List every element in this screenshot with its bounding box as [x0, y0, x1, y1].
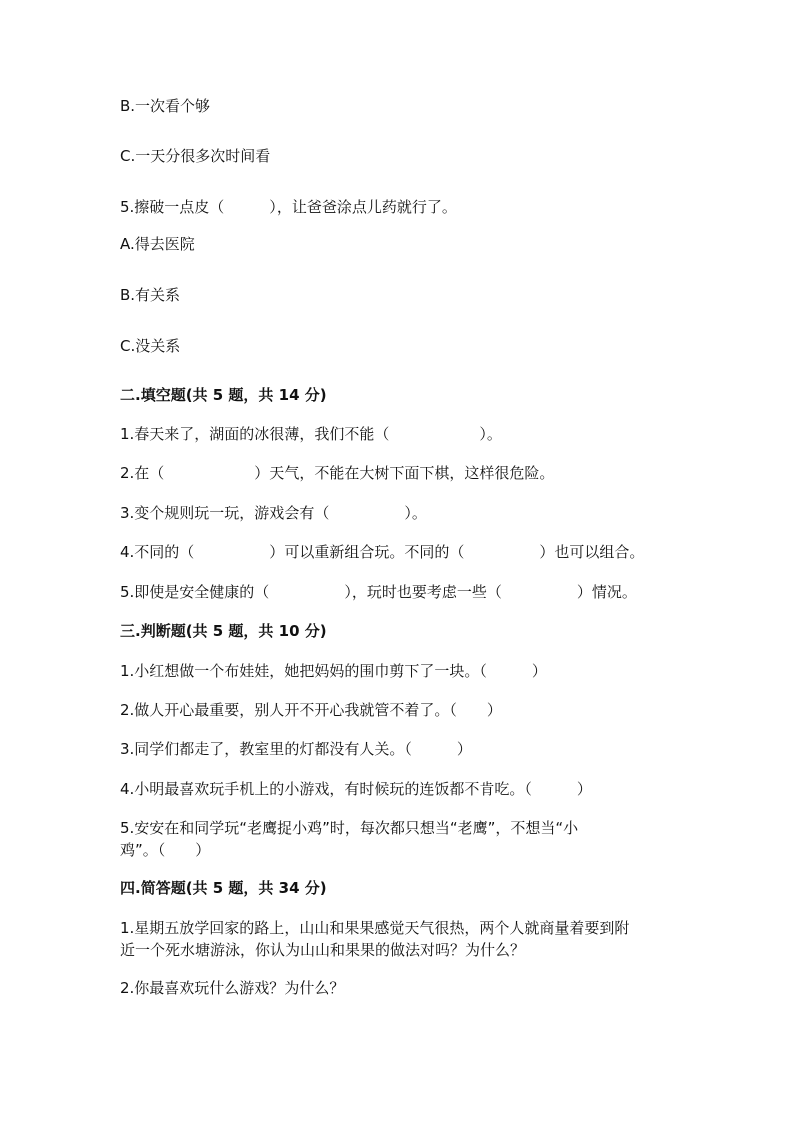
true-false-item-1: 1.小红想做一个布娃娃，她把妈妈的围巾剪下了一块。（ ） — [120, 662, 547, 680]
fill-blank-item-4: 4.不同的（ ）可以重新组合玩。不同的（ ）也可以组合。 — [120, 543, 645, 561]
q4-option-c: C.一天分很多次时间看 — [120, 147, 271, 165]
fill-blank-item-5: 5.即使是安全健康的（ ），玩时也要考虑一些（ ）情况。 — [120, 583, 637, 601]
true-false-item-3: 3.同学们都走了，教室里的灯都没有人关。（ ） — [120, 740, 472, 758]
fill-blank-item-2: 2.在（ ）天气，不能在大树下面下棋，这样很危险。 — [120, 464, 555, 482]
q5-option-b: B.有关系 — [120, 286, 181, 304]
short-answer-item-2: 2.你最喜欢玩什么游戏？为什么？ — [120, 979, 345, 997]
true-false-item-4: 4.小明最喜欢玩手机上的小游戏，有时候玩的连饭都不肯吃。（ ） — [120, 780, 592, 798]
section-fill-blank-title: 二.填空题(共 5 题，共 14 分) — [120, 386, 327, 404]
fill-blank-item-1: 1.春天来了，湖面的冰很薄，我们不能（ ）。 — [120, 425, 502, 443]
true-false-item-5-line1: 5.安安在和同学玩“老鹰捉小鸡”时，每次都只想当“老鹰”，不想当“小 — [120, 819, 579, 837]
q5-stem: 5.擦破一点皮（ ），让爸爸涂点儿药就行了。 — [120, 198, 457, 216]
short-answer-item-1-line1: 1.星期五放学回家的路上，山山和果果感觉天气很热，两个人就商量着要到附 — [120, 919, 630, 937]
q5-option-a: A.得去医院 — [120, 235, 195, 253]
q5-option-c: C.没关系 — [120, 337, 181, 355]
true-false-item-5-line2: 鸡”。（ ） — [120, 841, 211, 859]
short-answer-item-1-line2: 近一个死水塘游泳，你认为山山和果果的做法对吗？为什么？ — [120, 941, 526, 959]
q4-option-b: B.一次看个够 — [120, 97, 211, 115]
section-true-false-title: 三.判断题(共 5 题，共 10 分) — [120, 622, 327, 640]
true-false-item-2: 2.做人开心最重要，别人开不开心我就管不着了。（ ） — [120, 701, 502, 719]
section-short-answer-title: 四.简答题(共 5 题，共 34 分) — [120, 879, 327, 897]
fill-blank-item-3: 3.变个规则玩一玩，游戏会有（ ）。 — [120, 504, 427, 522]
